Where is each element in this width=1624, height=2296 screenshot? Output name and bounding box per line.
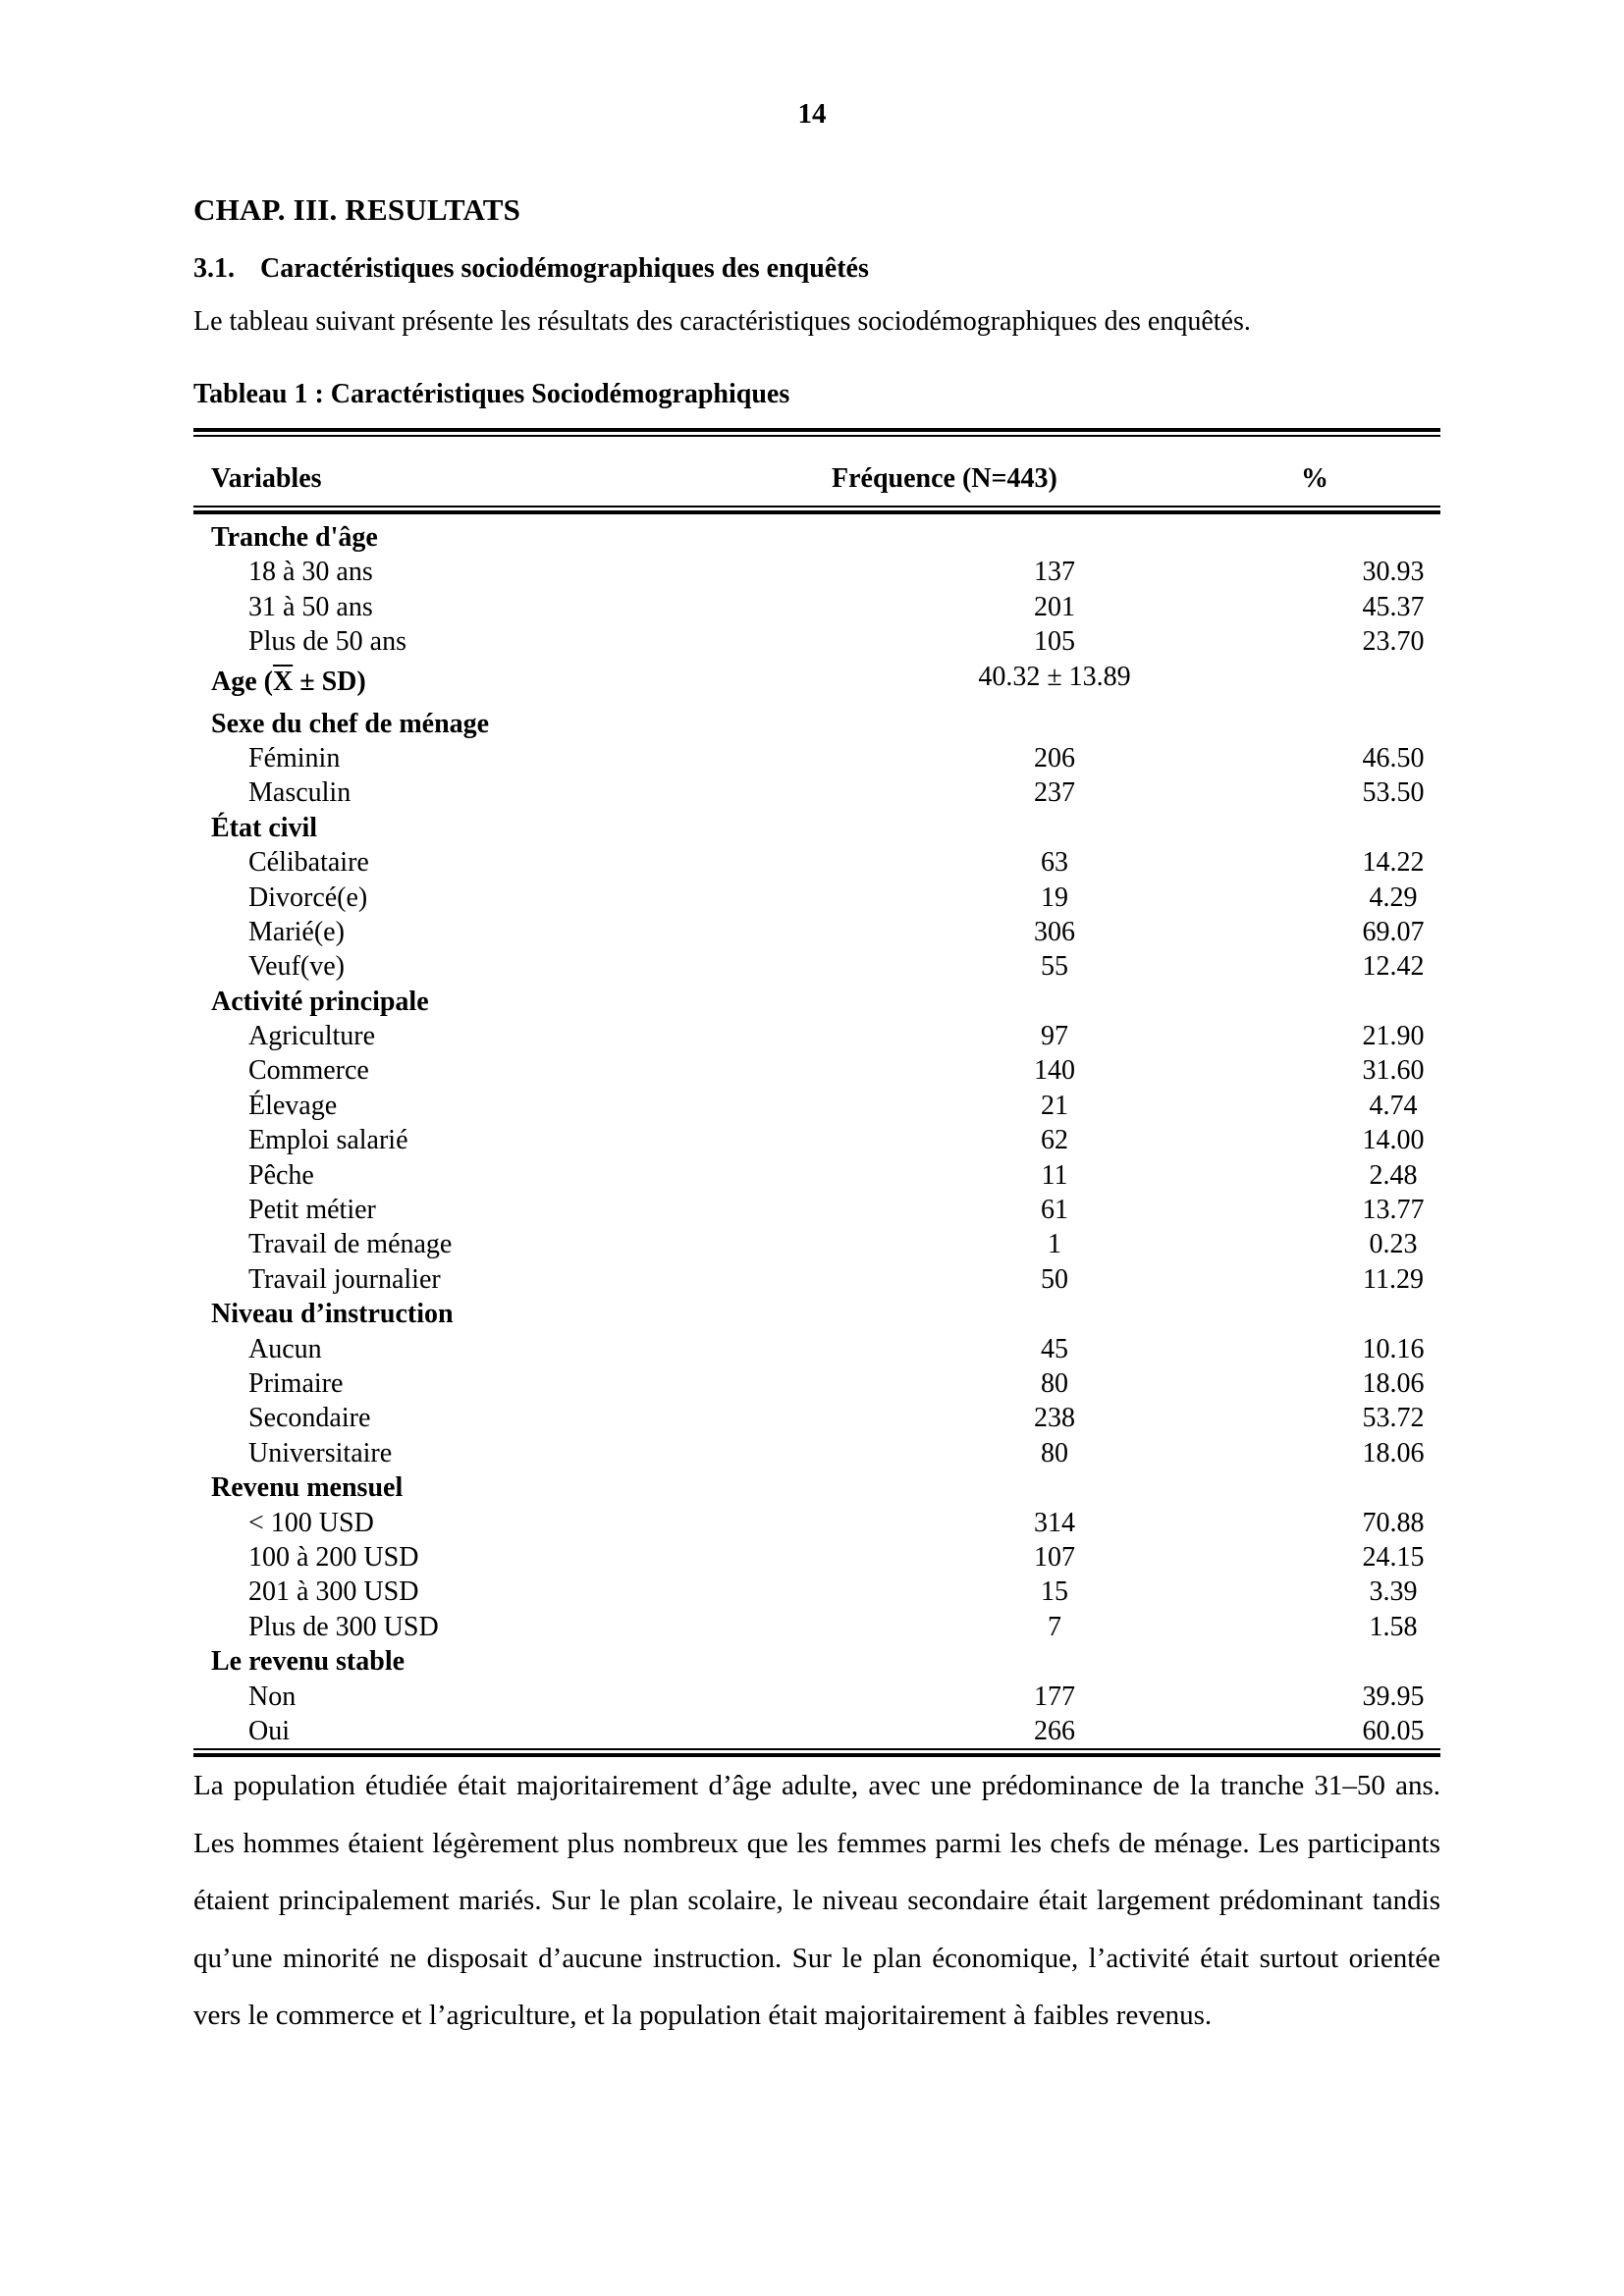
row-label: Agriculture	[248, 1021, 376, 1052]
group-label: Revenu mensuel	[211, 1472, 404, 1504]
age-label-suffix: ± SD)	[293, 666, 366, 697]
row-label: Veuf(ve)	[248, 951, 345, 983]
row-frequency: 11	[1041, 1159, 1068, 1191]
row-label: Masculin	[248, 777, 352, 809]
row-frequency: 19	[1041, 881, 1068, 913]
header-frequence: Fréquence (N=443)	[832, 463, 1057, 494]
table-row	[193, 1089, 1440, 1123]
table-row	[193, 1262, 1440, 1297]
group-label: État civil	[211, 812, 318, 843]
row-age-mean-sd	[193, 660, 1440, 707]
row-label: Universitaire	[248, 1437, 393, 1468]
row-frequency: 177	[1034, 1681, 1075, 1712]
table-row	[193, 775, 1440, 810]
row-percent: 70.88	[1362, 1507, 1425, 1538]
table-row	[193, 1193, 1440, 1227]
row-percent: 31.60	[1362, 1055, 1425, 1087]
row-frequency: 21	[1041, 1090, 1068, 1121]
group-label: Sexe du chef de ménage	[211, 708, 490, 739]
group-revenu-stable	[193, 1644, 1440, 1679]
table-row	[193, 1540, 1440, 1575]
row-label: Travail de ménage	[248, 1229, 453, 1260]
table-row	[193, 1158, 1440, 1193]
row-label: Petit métier	[248, 1195, 376, 1226]
row-percent: 11.29	[1363, 1263, 1424, 1295]
row-percent: 10.16	[1362, 1333, 1425, 1364]
group-revenu-mensuel	[193, 1470, 1440, 1505]
age-value: 40.32 ± 13.89	[978, 661, 1131, 692]
row-label: Oui	[248, 1715, 290, 1746]
chapter-title: CHAP. III. RESULTATS	[193, 192, 521, 227]
group-label: Niveau d’instruction	[211, 1299, 454, 1330]
table-row	[193, 1575, 1440, 1609]
row-label: 100 à 200 USD	[248, 1541, 419, 1573]
row-percent: 23.70	[1362, 626, 1425, 658]
row-label: Féminin	[248, 742, 341, 774]
table-row	[193, 1506, 1440, 1540]
row-label: Secondaire	[248, 1403, 371, 1434]
row-label: Élevage	[248, 1090, 338, 1121]
row-label: Divorcé(e)	[248, 881, 368, 913]
group-tranche-age	[193, 520, 1440, 555]
table-row	[193, 1401, 1440, 1435]
age-label-prefix: Age (	[211, 666, 273, 697]
row-frequency: 314	[1034, 1507, 1075, 1538]
table-row	[193, 1610, 1440, 1644]
table-row	[193, 555, 1440, 589]
row-frequency: 63	[1041, 847, 1068, 879]
row-label: 201 à 300 USD	[248, 1576, 419, 1608]
table-row	[193, 845, 1440, 880]
page-number: 14	[797, 98, 827, 130]
row-label: Commerce	[248, 1055, 369, 1087]
group-label: Activité principale	[211, 986, 429, 1017]
table-row	[193, 741, 1440, 775]
row-frequency: 237	[1034, 777, 1075, 809]
row-percent: 2.48	[1369, 1159, 1418, 1191]
row-frequency: 80	[1041, 1437, 1068, 1468]
row-label: < 100 USD	[248, 1507, 374, 1538]
row-frequency: 62	[1041, 1125, 1068, 1156]
table-body	[193, 514, 1440, 1748]
row-frequency: 1	[1048, 1229, 1061, 1260]
row-frequency: 15	[1041, 1576, 1068, 1608]
row-frequency: 140	[1034, 1055, 1075, 1087]
row-label: 18 à 30 ans	[248, 557, 373, 588]
table-row	[193, 881, 1440, 915]
table-row	[193, 1332, 1440, 1366]
row-percent: 4.29	[1369, 881, 1418, 913]
row-percent: 30.93	[1362, 557, 1425, 588]
row-frequency: 55	[1041, 951, 1068, 983]
group-instruction	[193, 1297, 1440, 1331]
section-title	[193, 253, 869, 285]
row-label: Emploi salarié	[248, 1125, 408, 1156]
group-label: Tranche d'âge	[211, 522, 378, 553]
table-row	[193, 949, 1440, 984]
group-label: Le revenu stable	[211, 1646, 406, 1678]
age-label	[211, 660, 366, 705]
table-row	[193, 1436, 1440, 1470]
row-label: Pêche	[248, 1159, 314, 1191]
table-row	[193, 590, 1440, 624]
row-frequency: 306	[1034, 916, 1075, 947]
header-variables: Variables	[211, 463, 322, 494]
row-percent: 53.50	[1362, 777, 1425, 809]
table-row	[193, 1053, 1440, 1088]
conclusion-paragraph: La population étudiée était majoritairement d’âge adulte, avec une prédominance de la tranche 31–50 ans. Les hommes étaient légèrement plus nombreux que les femmes parmi les chefs de ménage. Les participants étaient principalement mariés. Sur le plan scolaire, le niveau secondaire était largement prédominant tandis qu’une minorité ne disposait d’aucune instruction. Sur le plan économique, l’activité était surtout orientée vers le commerce et l’agriculture, et la population était majoritairement à faibles revenus.	[193, 1770, 1440, 2031]
table-row	[193, 1366, 1440, 1401]
table-row	[193, 915, 1440, 949]
row-label: Plus de 300 USD	[248, 1611, 439, 1642]
row-label: 31 à 50 ans	[248, 591, 373, 622]
row-label: Aucun	[248, 1333, 322, 1364]
row-frequency: 50	[1041, 1263, 1068, 1295]
row-frequency: 45	[1041, 1333, 1068, 1364]
table-row	[193, 1123, 1440, 1157]
table-row	[193, 1019, 1440, 1053]
row-frequency: 137	[1034, 557, 1075, 588]
table-row	[193, 1680, 1440, 1714]
table-row	[193, 624, 1440, 659]
row-label: Primaire	[248, 1367, 344, 1399]
row-percent: 39.95	[1362, 1681, 1425, 1712]
row-percent: 12.42	[1362, 951, 1425, 983]
row-percent: 53.72	[1362, 1403, 1425, 1434]
row-percent: 45.37	[1362, 591, 1425, 622]
row-percent: 0.23	[1369, 1229, 1418, 1260]
row-label: Travail journalier	[248, 1263, 441, 1295]
row-label: Plus de 50 ans	[248, 626, 406, 658]
table-caption: Tableau 1 : Caractéristiques Sociodémographiques	[193, 379, 790, 409]
row-percent: 69.07	[1362, 916, 1425, 947]
section-number: 3.1.	[193, 253, 235, 284]
table-header-row	[193, 437, 1440, 506]
intro-text: Le tableau suivant présente les résultats des caractéristiques sociodémographiques des enquêtés.	[193, 306, 1251, 337]
header-percent: %	[1301, 463, 1328, 494]
row-percent: 4.74	[1369, 1090, 1418, 1121]
row-percent: 3.39	[1369, 1576, 1418, 1608]
sociodemographic-table	[193, 428, 1440, 1757]
row-percent: 24.15	[1362, 1541, 1425, 1573]
row-frequency: 97	[1041, 1021, 1068, 1052]
age-label-xbar: $\overline{X}$	[272, 666, 294, 697]
row-frequency: 105	[1034, 626, 1075, 658]
table-row	[193, 1227, 1440, 1261]
group-sexe	[193, 707, 1440, 741]
row-percent: 18.06	[1362, 1437, 1425, 1468]
row-frequency: 238	[1034, 1403, 1075, 1434]
row-frequency: 7	[1048, 1611, 1061, 1642]
group-etat-civil	[193, 811, 1440, 845]
row-percent: 21.90	[1362, 1021, 1425, 1052]
row-percent: 14.22	[1362, 847, 1425, 879]
row-frequency: 201	[1034, 591, 1075, 622]
row-label: Non	[248, 1681, 297, 1712]
row-percent: 14.00	[1362, 1125, 1425, 1156]
row-frequency: 61	[1041, 1195, 1068, 1226]
row-label: Marié(e)	[248, 916, 345, 947]
row-frequency: 107	[1034, 1541, 1075, 1573]
row-percent: 46.50	[1362, 742, 1425, 774]
row-percent: 1.58	[1369, 1611, 1418, 1642]
row-label: Célibataire	[248, 847, 369, 879]
row-frequency: 266	[1034, 1715, 1075, 1746]
row-percent: 18.06	[1362, 1367, 1425, 1399]
row-percent: 60.05	[1362, 1715, 1425, 1746]
row-percent: 13.77	[1362, 1195, 1425, 1226]
section-heading: Caractéristiques sociodémographiques des enquêtés	[260, 253, 869, 284]
group-activite	[193, 985, 1440, 1019]
row-frequency: 80	[1041, 1367, 1068, 1399]
table-row	[193, 1714, 1440, 1748]
row-frequency: 206	[1034, 742, 1075, 774]
